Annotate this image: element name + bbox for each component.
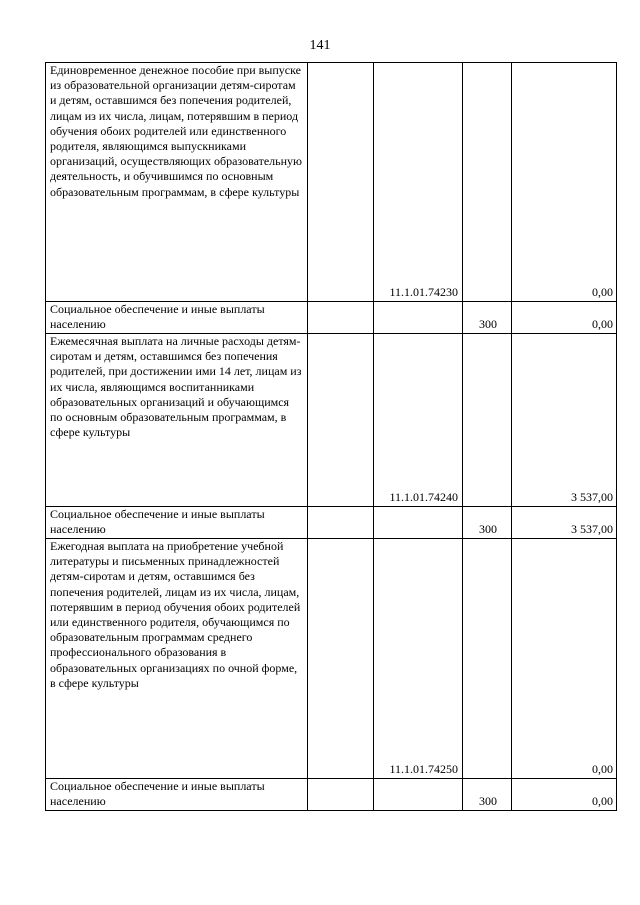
target-code-cell [374, 779, 463, 811]
table-row [46, 302, 617, 334]
row-name-cell: Единовременное денежное пособие при выпуске из образовательной организации детям-сиротам и детям, оставшимся без попечения родителей, лицам из их числа, лицам, потерявшим в период обучения обоих родителей или единственного родителя, являющимся выпускниками организаций, осуществляющих образовательную деятельность, и обучившимся по основным образовательным программам, в сфере культуры [46, 63, 308, 302]
empty-cell [308, 63, 374, 302]
target-code-cell: 11.1.01.74250 [374, 539, 463, 779]
expense-type-cell [463, 539, 512, 779]
empty-cell [308, 302, 374, 334]
amount-cell: 0,00 [512, 779, 617, 811]
target-code-cell [374, 302, 463, 334]
expense-type-cell: 300 [463, 302, 512, 334]
table-row [46, 63, 617, 302]
row-name-cell: Социальное обеспечение и иные выплаты населению [46, 302, 308, 334]
target-code-cell: 11.1.01.74240 [374, 334, 463, 507]
amount-cell: 3 537,00 [512, 507, 617, 539]
row-name-cell: Ежемесячная выплата на личные расходы детям-сиротам и детям, оставшимся без попечения родителей, при достижении ими 14 лет, лицам из их числа, являющимся воспитанниками образовательных организаций и обучающимся по основным образовательным программам, в сфере культуры [46, 334, 308, 507]
empty-cell [308, 507, 374, 539]
empty-cell [308, 334, 374, 507]
table-row [46, 779, 617, 811]
table-row [46, 507, 617, 539]
amount-cell: 0,00 [512, 539, 617, 779]
page-number: 141 [309, 38, 331, 53]
expense-type-cell: 300 [463, 779, 512, 811]
target-code-cell [374, 507, 463, 539]
empty-cell [308, 779, 374, 811]
amount-cell: 3 537,00 [512, 334, 617, 507]
target-code-cell: 11.1.01.74230 [374, 63, 463, 302]
row-name-cell: Социальное обеспечение и иные выплаты населению [46, 779, 308, 811]
budget-table [45, 62, 617, 811]
row-name-cell: Ежегодная выплата на приобретение учебной литературы и письменных принадлежностей детям-сиротам и детям, оставшимся без попечения родителей, лицам из их числа, лицам, потерявшим в период обучения обоих родителей или единственного родителя, обучающимся по образовательным программам среднего профессионального образования в образовательных организациях по очной форме, в сфере культуры [46, 539, 308, 779]
amount-cell: 0,00 [512, 63, 617, 302]
row-name-cell: Социальное обеспечение и иные выплаты населению [46, 507, 308, 539]
expense-type-cell: 300 [463, 507, 512, 539]
empty-cell [308, 539, 374, 779]
expense-type-cell [463, 334, 512, 507]
table-row [46, 539, 617, 779]
expense-type-cell [463, 63, 512, 302]
table-row [46, 334, 617, 507]
amount-cell: 0,00 [512, 302, 617, 334]
